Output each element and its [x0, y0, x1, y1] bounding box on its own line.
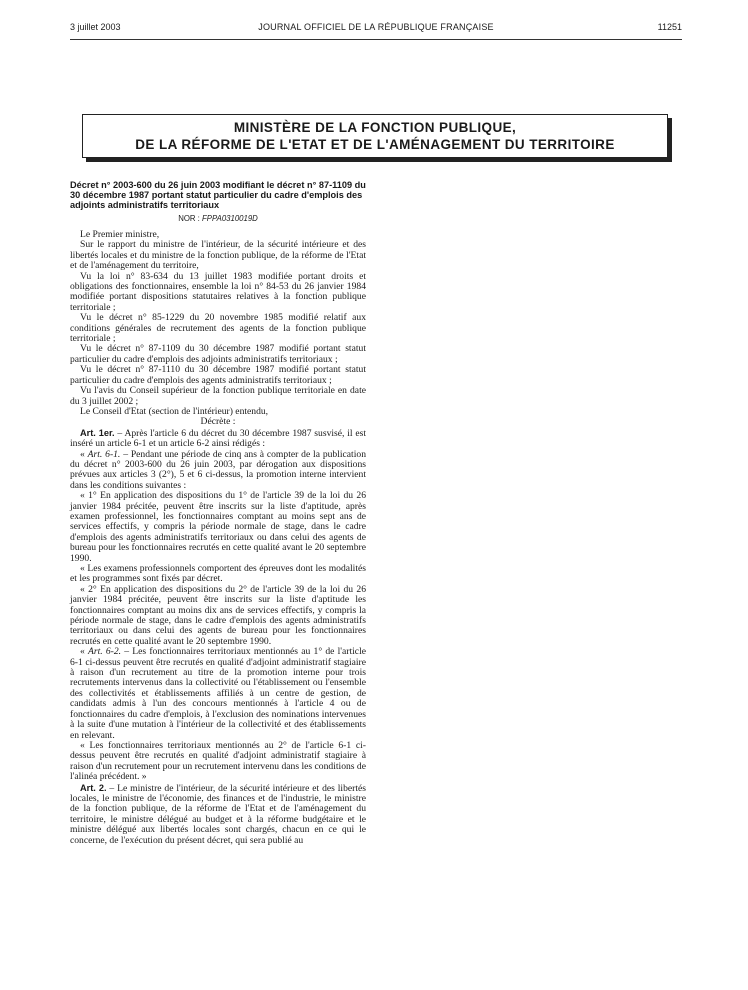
decree1-article-1 — [70, 428, 366, 450]
decree1-vu-2: Vu le décret n° 85-1229 du 20 novembre 1985 modifié relatif aux conditions générales de recrutement des agents de la fonction publique territoriale ; — [70, 312, 366, 345]
decree1-nor — [70, 214, 366, 224]
quote-open: « — [80, 646, 89, 658]
article-label: Art. 6-2. — [88, 646, 122, 658]
header-date: 3 juillet 2003 — [70, 22, 121, 32]
decree1-vu-4: Vu le décret n° 87-1110 du 30 décembre 1987 modifié portant statut particulier du cadre d'emplois des agents administratifs territoriaux ; — [70, 364, 366, 386]
decree1-article-2 — [70, 783, 366, 846]
decree1-preamble-rapport: Sur le rapport du ministre de l'intérieur, de la sécurité intérieure et des libertés locales et du ministre de la fonction publique, de la réforme de l'Etat et de l'aménagement du territoire, — [70, 239, 366, 272]
article-text: – Après l'article 6 du décret du 30 décembre 1987 susvisé, il est inséré un article 6-1 et un article 6-2 ainsi rédigés : — [70, 427, 366, 450]
decree1-article-6-1-item1: « 1° En application des dispositions du 1° de l'article 39 de la loi du 26 janvier 1984 précitée, peuvent être inscrits sur la liste d'aptitude, après examen professionnel, les fonctionnaires comptant au moins sept ans de services effectifs, y compris la période normale de stage, dans le cadre d'emplois des agents administratifs territoriaux ou dans celui des agents de bureau pour les fonctionnaires recrutés en cette qualité avant le 20 septembre 1990. — [70, 490, 366, 564]
header-journal-title: JOURNAL OFFICIEL DE LA RÉPUBLIQUE FRANÇAISE — [258, 22, 494, 32]
header-page-number: 11251 — [657, 22, 682, 32]
decree1-article-6-2-para2: « Les fonctionnaires territoriaux mentionnés au 2° de l'article 6-1 ci-dessus peuvent être recrutés en qualité d'adjoint administratif stagiaire à raison d'un recrutement pour un recrutement intervenu dans les conditions de l'alinéa précédent. » — [70, 739, 366, 783]
decree1-vu-5: Vu l'avis du Conseil supérieur de la fonction publique territoriale en date du 3 juillet 2002 ; — [70, 385, 366, 407]
running-header — [70, 22, 682, 36]
decree1-conseil: Le Conseil d'Etat (section de l'intérieur) entendu, — [80, 405, 269, 417]
nor-label: NOR : — [178, 213, 200, 223]
decree1-preamble-pm: Le Premier ministre, — [80, 229, 160, 241]
decree1-article-6-2 — [70, 647, 366, 741]
decree1-article-6-1-exams: « Les examens professionnels comportent des épreuves dont les modalités et les programmes sont fixés par décret. — [70, 563, 366, 585]
header-rule — [70, 39, 682, 40]
ministry-heading-box — [82, 114, 668, 158]
decree1-title: Décret n° 2003-600 du 26 juin 2003 modifiant le décret n° 87-1109 du 30 décembre 1987 portant statut particulier du cadre d'emplois des adjoints administratifs territoriaux — [70, 180, 366, 211]
decree1-article-6-1-item2: « 2° En application des dispositions du 2° de l'article 39 de la loi du 26 janvier 1984 précitée, peuvent être inscrits sur la liste d'aptitude les fonctionnaires comptant au moins dix ans de services effectifs, y compris la période normale de stage, dans le cadre d'emplois des agents administratifs territoriaux ou dans celui des agents de bureau pour les fonctionnaires recrutés en cette qualité avant le 20 septembre 1990. — [70, 583, 366, 647]
quote-open: « — [80, 448, 88, 460]
decree1-vu-1: Vu la loi n° 83-634 du 13 juillet 1983 modifiée portant droits et obligations des fonctionnaires, ensemble la loi n° 84-53 du 26 janvier 1984 modifiée portant dispositions statutaires relatives à la fonction publique territoriale ; — [70, 270, 366, 313]
decree1-vu-3: Vu le décret n° 87-1109 du 30 décembre 1987 modifié portant statut particulier du cadre d'emplois des adjoints administratifs territoriaux ; — [70, 343, 366, 365]
article-label: Art. 2. — [80, 782, 107, 793]
decree1-article-6-1 — [70, 450, 366, 492]
article-text: – Pendant une période de cinq ans à compter de la publication du décret n° 2003-600 du 26 juin 2003, par dérogation aux dispositions prévues aux articles 3 (2°), 5 et 6 ci-dessus, la promotion interne intervient dans les conditions suivantes : — [70, 448, 366, 491]
article-text: – Les fonctionnaires territoriaux mentionnés au 1° de l'article 6-1 ci-dessus peuvent être recrutés en qualité d'adjoint administratif stagiaire à raison d'un recrutement au titre de la promotion interne pour trois recrutements intervenus dans la collectivité ou l'établissement ou l'ensemble des collectivités et établissements affiliés à un centre de gestion, de candidats admis à l'un des concours mentionnés à l'article 4 ou de fonctionnaires du cadre d'emplois, à l'exclusion des nominations intervenues à la suite d'une mutation à l'intérieur de la collectivité et des établissements en relevant. — [70, 646, 366, 741]
article-text: – Le ministre de l'intérieur, de la sécurité intérieure et des libertés locales, le ministre de l'économie, des finances et de l'industrie, le ministre de la fonction publique, de la réforme de l'Etat et de l'aménagement du territoire, le ministre délégué au budget et à la réforme budgétaire et le ministre délégué aux libertés locales sont chargés, chacun en ce qui le concerne, de l'exécution du présent décret, qui sera publié au — [70, 782, 366, 846]
article-label: Art. 1er. — [80, 427, 115, 438]
left-column — [70, 180, 366, 846]
ministry-heading-line2: DE LA RÉFORME DE L'ETAT ET DE L'AMÉNAGEMENT DU TERRITOIRE — [135, 137, 615, 152]
ministry-heading-line1: MINISTÈRE DE LA FONCTION PUBLIQUE, — [233, 120, 517, 135]
decree1-decrete: Décrète : — [200, 416, 236, 428]
nor-code: FPPA0310019D — [202, 213, 258, 223]
article-label: Art. 6-1. — [87, 448, 121, 460]
